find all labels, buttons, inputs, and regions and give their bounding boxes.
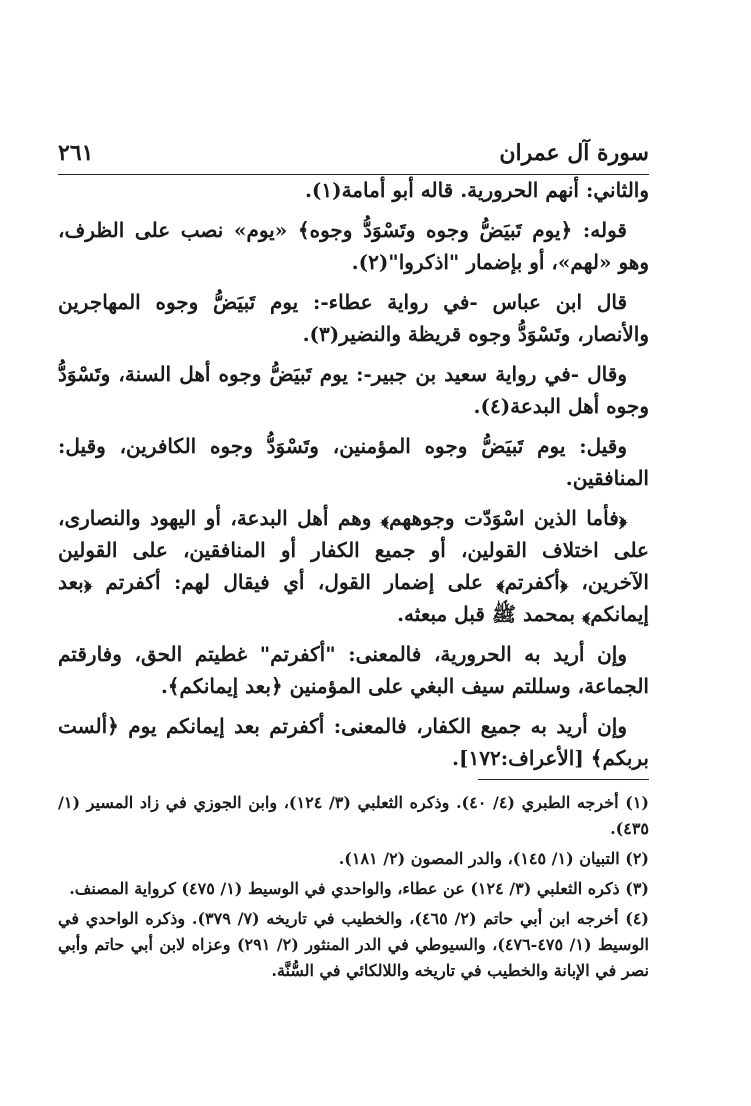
paragraph: وقال -في رواية سعيد بن جبير-: يوم تَبيَضُّ وجوه أهل السنة، وتَسْوَدُّ وجوه أهل البدعة(٤).: [58, 362, 649, 418]
page-number: ٢٦١: [58, 140, 94, 166]
page-header: [58, 140, 649, 174]
paragraph: وإن أريد به الحرورية، فالمعنى: "أكفرتم" غطيتم الحق، وفارقتم الجماعة، وسللتم سيف البغي على المؤمنين ﴿بعد إيمانكم﴾.: [58, 642, 649, 698]
paragraph: وإن أريد به جميع الكفار، فالمعنى: أكفرتم بعد إيمانكم يوم ﴿ألست بربكم﴾ [الأعراف:١٧٢].: [58, 714, 649, 770]
footnote: (١) أخرجه الطبري (٤/ ٤٠). وذكره الثعلبي (٣/ ١٢٤)، وابن الجوزي في زاد المسير (١/ ٤٣٥).: [58, 793, 649, 838]
paragraph: قال ابن عباس -في رواية عطاء-: يوم تَبيَضُّ وجوه المهاجرين والأنصار، وتَسْوَدُّ وجوه قريظة والنضير(٣).: [58, 290, 649, 346]
paragraph: قوله: ﴿يوم تَبيَضُّ وجوه وتَسْوَدُّ وجوه﴾ «يوم» نصب على الظرف، وهو «لهم»، أو بإضمار "اذكروا"(٢).: [58, 218, 649, 274]
footnote: (٣) ذكره الثعلبي (٣/ ١٢٤) عن عطاء، والواحدي في الوسيط (١/ ٤٧٥) كرواية المصنف.: [69, 879, 649, 898]
surah-title: سورة آل عمران: [499, 140, 649, 166]
footnote: (٤) أخرجه ابن أبي حاتم (٢/ ٤٦٥)، والخطيب في تاريخه (٧/ ٣٧٩). وذكره الواحدي في الوسيط (١/ ٤٧٥-٤٧٦)، والسيوطي في الدر المنثور (٢/ ٢٩١) وعزاه لابن أبي حاتم وأبي نصر في الإبانة والخطيب في تاريخه واللالكائي في السُّنَّة.: [58, 909, 650, 980]
main-text: [58, 174, 649, 782]
paragraph: ﴿فأما الذين اسْوَدّت وجوههم﴾ وهم أهل البدعة، أو اليهود والنصارى، على اختلاف القولين، أو جميع الكفار أو المنافقين، على القولين الآخرين، ﴿أكفرتم﴾ على إضمار القول، أي فيقال لهم: أكفرتم ﴿بعد إيمانكم﴾ بمحمد ﷺ قبل مبعثه.: [58, 506, 649, 626]
footnotes: [58, 790, 649, 988]
footnote-divider: [478, 779, 649, 780]
paragraph: والثاني: أنهم الحرورية. قاله أبو أمامة(١).: [304, 178, 649, 202]
paragraph: وقيل: يوم تَبيَضُّ وجوه المؤمنين، وتَسْوَدُّ وجوه الكافرين، وقيل: المنافقين.: [58, 434, 649, 490]
footnote: (٢) التبيان (١/ ١٤٥)، والدر المصون (٢/ ١٨١).: [338, 849, 649, 868]
